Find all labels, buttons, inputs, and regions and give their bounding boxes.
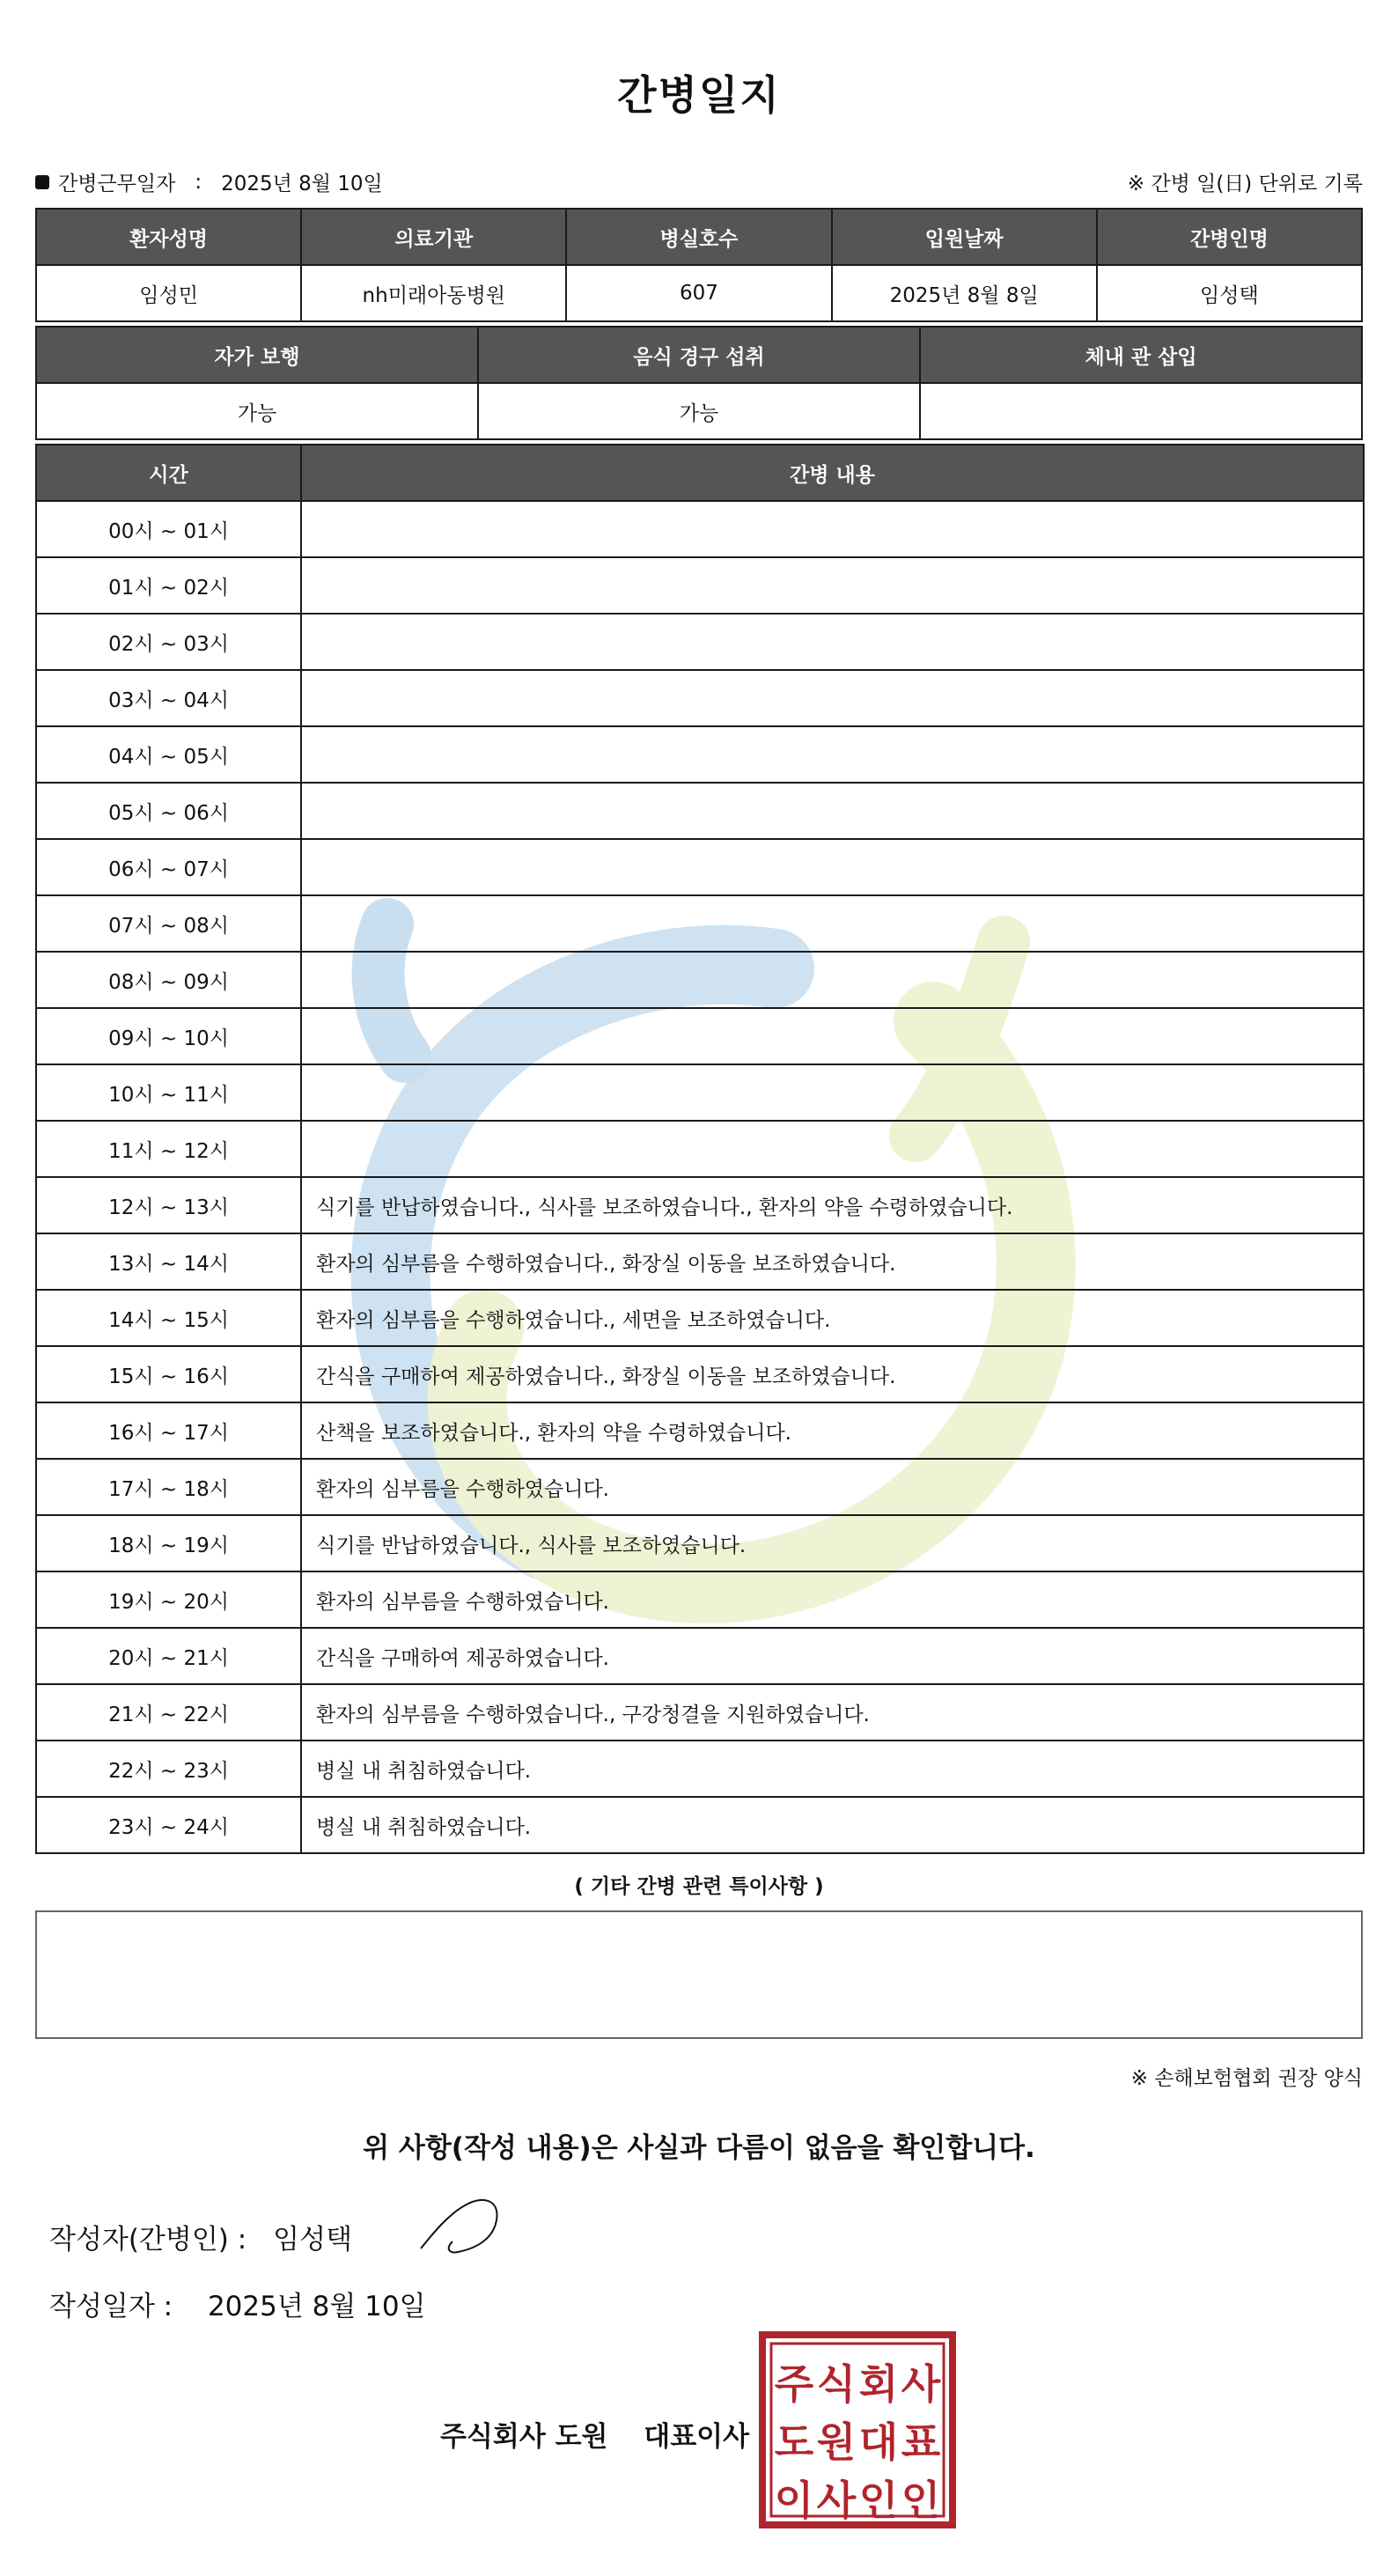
table-row [36,1233,1364,1290]
table-row [36,952,1364,1008]
unit-note: ※ 간병 일(日) 단위로 기록 [1127,173,1363,195]
time-cell: 14시 ~ 15시 [36,1290,301,1346]
self-walking-value: 가능 [36,383,478,439]
header-patient-name: 환자성명 [36,209,301,265]
signature-icon [414,2187,511,2266]
care-content-cell: 산책을 보조하였습니다., 환자의 약을 수령하였습니다. [301,1402,1364,1459]
time-cell: 12시 ~ 13시 [36,1177,301,1233]
patient-info-value-row [36,265,1362,321]
hourly-care-log-table [35,444,1365,1854]
table-row [36,1684,1364,1741]
table-row [36,1346,1364,1402]
table-row [36,1628,1364,1684]
time-cell: 09시 ~ 10시 [36,1008,301,1064]
header-room: 병실호수 [566,209,831,265]
care-content-cell [301,1121,1364,1177]
care-content-cell [301,557,1364,614]
kidi-recommended-form-note: ※ 손해보험협회 권장 양식 [1130,2067,1363,2090]
seal-character: 주 [774,2360,814,2408]
confirmation-statement: 위 사항(작성 내용)은 사실과 다름이 없음을 확인합니다. [363,2132,1035,2164]
written-date-line [49,2284,426,2323]
representative-title: 대표이사 [644,2421,750,2453]
admission-date: 2025년 8월 8일 [832,265,1097,321]
company-line [440,2414,749,2454]
tube-insertion-value [920,383,1362,439]
table-row [36,1121,1364,1177]
log-header-row [36,445,1364,501]
table-row [36,1459,1364,1515]
care-content-cell: 환자의 심부름을 수행하였습니다. [301,1571,1364,1628]
table-row [36,557,1364,614]
notes-title: ( 기타 간병 관련 특이사항 ) [574,1875,824,1898]
time-cell: 13시 ~ 14시 [36,1233,301,1290]
caregiver-name: 임성택 [1097,265,1362,321]
table-row [36,726,1364,783]
header-hospital: 의료기관 [301,209,566,265]
time-cell: 16시 ~ 17시 [36,1402,301,1459]
patient-name: 임성민 [36,265,301,321]
seal-character: 도 [774,2418,814,2466]
care-content-cell: 병실 내 취침하였습니다. [301,1741,1364,1797]
written-date-value: 2025년 8월 10일 [207,2291,426,2322]
time-cell: 00시 ~ 01시 [36,501,301,557]
patient-info-header-row [36,209,1362,265]
time-cell: 21시 ~ 22시 [36,1684,301,1741]
table-row [36,1064,1364,1121]
time-cell: 11시 ~ 12시 [36,1121,301,1177]
seal-character: 사 [816,2477,857,2524]
table-row [36,1797,1364,1853]
care-content-cell [301,952,1364,1008]
care-content-cell: 환자의 심부름을 수행하였습니다. [301,1459,1364,1515]
table-row [36,1741,1364,1797]
care-content-cell [301,1064,1364,1121]
time-cell: 06시 ~ 07시 [36,839,301,895]
work-date-label: 간병근무일자 [58,173,176,195]
writer-label: 작성자(간병인) : [49,2224,247,2256]
table-row [36,1290,1364,1346]
table-row [36,1402,1364,1459]
care-content-cell [301,614,1364,670]
care-content-cell: 식기를 반납하였습니다., 식사를 보조하였습니다., 환자의 약을 수령하였습니다. [301,1177,1364,1233]
table-row [36,501,1364,557]
time-cell: 05시 ~ 06시 [36,783,301,839]
care-content-cell [301,1008,1364,1064]
patient-info-table [35,208,1363,322]
header-care-content: 간병 내용 [301,445,1364,501]
table-row [36,783,1364,839]
table-row [36,670,1364,726]
seal-character: 식 [816,2360,857,2408]
table-row [36,1515,1364,1571]
seal-character: 인 [901,2477,941,2524]
time-cell: 01시 ~ 02시 [36,557,301,614]
status-header-row [36,327,1362,383]
bullet-square-icon [35,175,49,189]
care-content-cell [301,501,1364,557]
care-content-cell: 환자의 심부름을 수행하였습니다., 구강청결을 지원하였습니다. [301,1684,1364,1741]
time-cell: 18시 ~ 19시 [36,1515,301,1571]
notes-box [35,1910,1363,2039]
written-date-label: 작성일자 : [49,2291,173,2322]
seal-character: 인 [858,2477,899,2524]
table-row [36,1008,1364,1064]
care-content-cell [301,895,1364,952]
room-number: 607 [566,265,831,321]
header-admission-date: 입원날짜 [832,209,1097,265]
time-cell: 15시 ~ 16시 [36,1346,301,1402]
writer-name: 임성택 [273,2224,353,2256]
writer-line [49,2217,352,2256]
hospital-name: nh미래아동병원 [301,265,566,321]
care-content-cell: 식기를 반납하였습니다., 식사를 보조하였습니다. [301,1515,1364,1571]
seal-character: 대 [858,2418,899,2466]
time-cell: 07시 ~ 08시 [36,895,301,952]
time-cell: 03시 ~ 04시 [36,670,301,726]
care-content-cell [301,726,1364,783]
care-content-cell: 간식을 구매하여 제공하였습니다. [301,1628,1364,1684]
time-cell: 19시 ~ 20시 [36,1571,301,1628]
seal-character: 회 [858,2360,899,2408]
care-content-cell: 병실 내 취침하였습니다. [301,1797,1364,1853]
status-value-row [36,383,1362,439]
time-cell: 22시 ~ 23시 [36,1741,301,1797]
seal-character: 사 [901,2360,941,2408]
table-row [36,895,1364,952]
time-cell: 17시 ~ 18시 [36,1459,301,1515]
time-cell: 04시 ~ 05시 [36,726,301,783]
work-date-value: 2025년 8월 10일 [221,173,383,195]
oral-intake-value: 가능 [478,383,920,439]
document-title: 간병일지 [617,71,781,119]
care-content-cell: 간식을 구매하여 제공하였습니다., 화장실 이동을 보조하였습니다. [301,1346,1364,1402]
header-caregiver-name: 간병인명 [1097,209,1362,265]
seal-character: 표 [901,2418,941,2466]
time-cell: 08시 ~ 09시 [36,952,301,1008]
table-row [36,1177,1364,1233]
header-oral-intake: 음식 경구 섭취 [478,327,920,383]
work-date [35,167,383,196]
table-row [36,1571,1364,1628]
care-content-cell [301,783,1364,839]
company-seal-icon [759,2331,956,2528]
care-content-cell [301,670,1364,726]
company-name: 주식회사 도원 [440,2421,608,2453]
care-content-cell: 환자의 심부름을 수행하였습니다., 세면을 보조하였습니다. [301,1290,1364,1346]
table-row [36,614,1364,670]
time-cell: 10시 ~ 11시 [36,1064,301,1121]
work-date-separator: : [195,170,202,194]
seal-character: 원 [816,2418,857,2466]
log-body [36,501,1364,1853]
header-tube-insertion: 체내 관 삽입 [920,327,1362,383]
header-time: 시간 [36,445,301,501]
patient-status-table [35,326,1363,440]
header-self-walking: 자가 보행 [36,327,478,383]
time-cell: 02시 ~ 03시 [36,614,301,670]
table-row [36,839,1364,895]
seal-character: 이 [774,2477,814,2524]
care-content-cell [301,839,1364,895]
time-cell: 23시 ~ 24시 [36,1797,301,1853]
care-content-cell: 환자의 심부름을 수행하였습니다., 화장실 이동을 보조하였습니다. [301,1233,1364,1290]
time-cell: 20시 ~ 21시 [36,1628,301,1684]
